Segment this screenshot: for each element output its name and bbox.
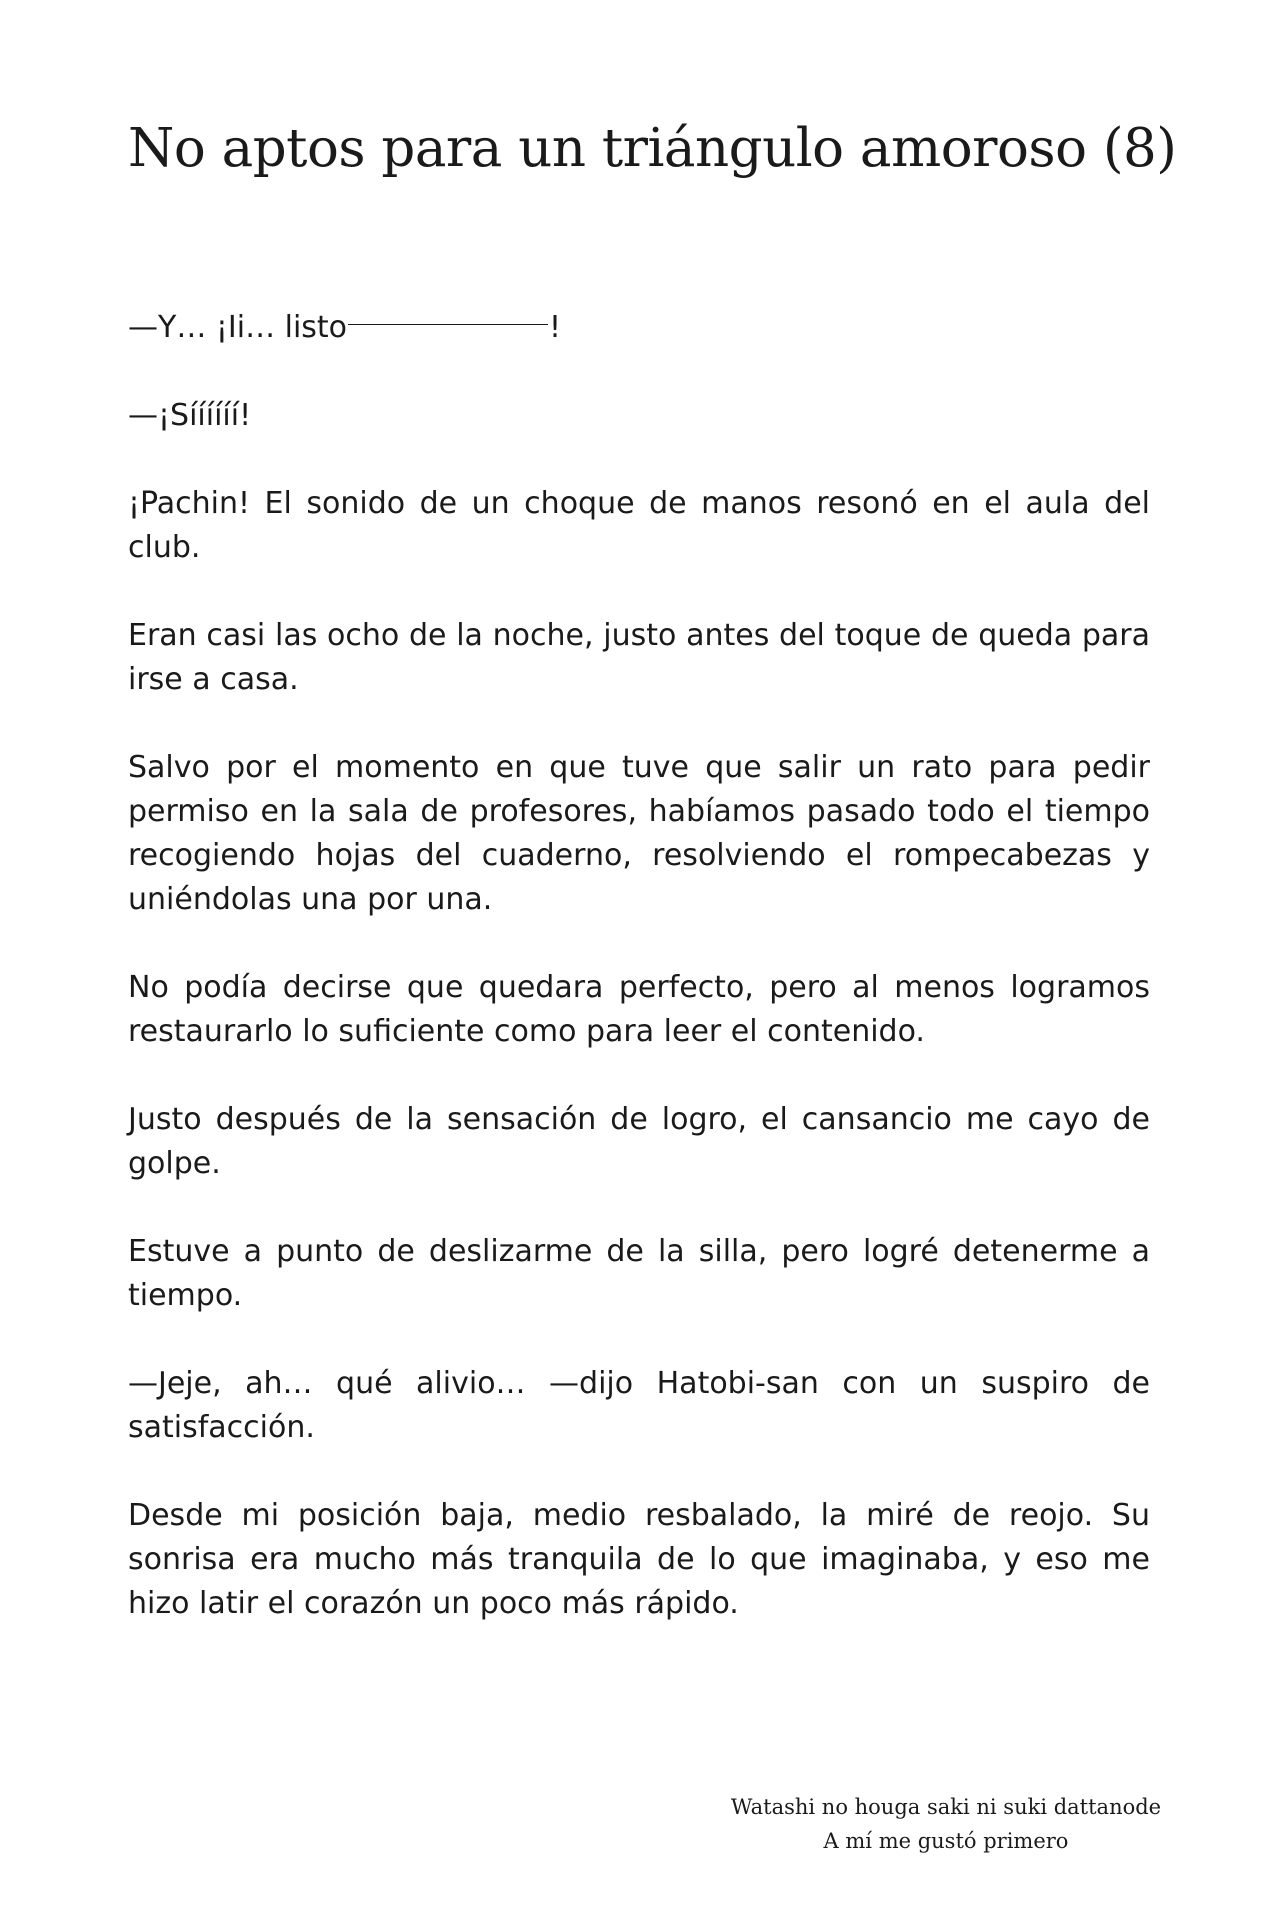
paragraph-5: Salvo por el momento en que tuve que salir un rato para pedir permiso en la sala de profesores, habíamos pasado todo el tiempo recogiendo hojas del cuaderno, resolviendo el rompecabezas y uniéndolas una por una. <box>128 750 1150 917</box>
paragraph-1 <box>128 306 1150 350</box>
chapter-title: No aptos para un triángulo amoroso (8) <box>128 118 1177 179</box>
paragraph-6: No podía decirse que quedara perfecto, pero al menos logramos restaurarlo lo suficiente como para leer el contenido. <box>128 970 1150 1049</box>
dialogue-end: ! <box>549 310 562 345</box>
dialogue-text: —Y… ¡Ii… listo <box>128 310 348 345</box>
paragraph-9: —Jeje, ah… qué alivio… —dijo Hatobi-san con un suspiro de satisfacción. <box>128 1366 1150 1445</box>
chapter-body <box>128 306 1150 1670</box>
footer-translated-title: A mí me gustó primero <box>823 1829 1069 1853</box>
paragraph-3: ¡Pachin! El sonido de un choque de manos resonó en el aula del club. <box>128 486 1150 565</box>
long-dash-line <box>348 324 548 325</box>
paragraph-4: Eran casi las ocho de la noche, justo antes del toque de queda para irse a casa. <box>128 618 1150 697</box>
footer-original-title: Watashi no houga saki ni suki dattanode <box>730 1795 1162 1819</box>
paragraph-8: Estuve a punto de deslizarme de la silla, pero logré detenerme a tiempo. <box>128 1234 1150 1313</box>
paragraph-2: —¡Síííííí! <box>128 398 252 433</box>
page-footer <box>696 1790 1196 1858</box>
paragraph-7: Justo después de la sensación de logro, el cansancio me cayo de golpe. <box>128 1102 1150 1181</box>
paragraph-10: Desde mi posición baja, medio resbalado, la miré de reojo. Su sonrisa era mucho más tranquila de lo que imaginaba, y eso me hizo latir el corazón un poco más rápido. <box>128 1498 1150 1621</box>
